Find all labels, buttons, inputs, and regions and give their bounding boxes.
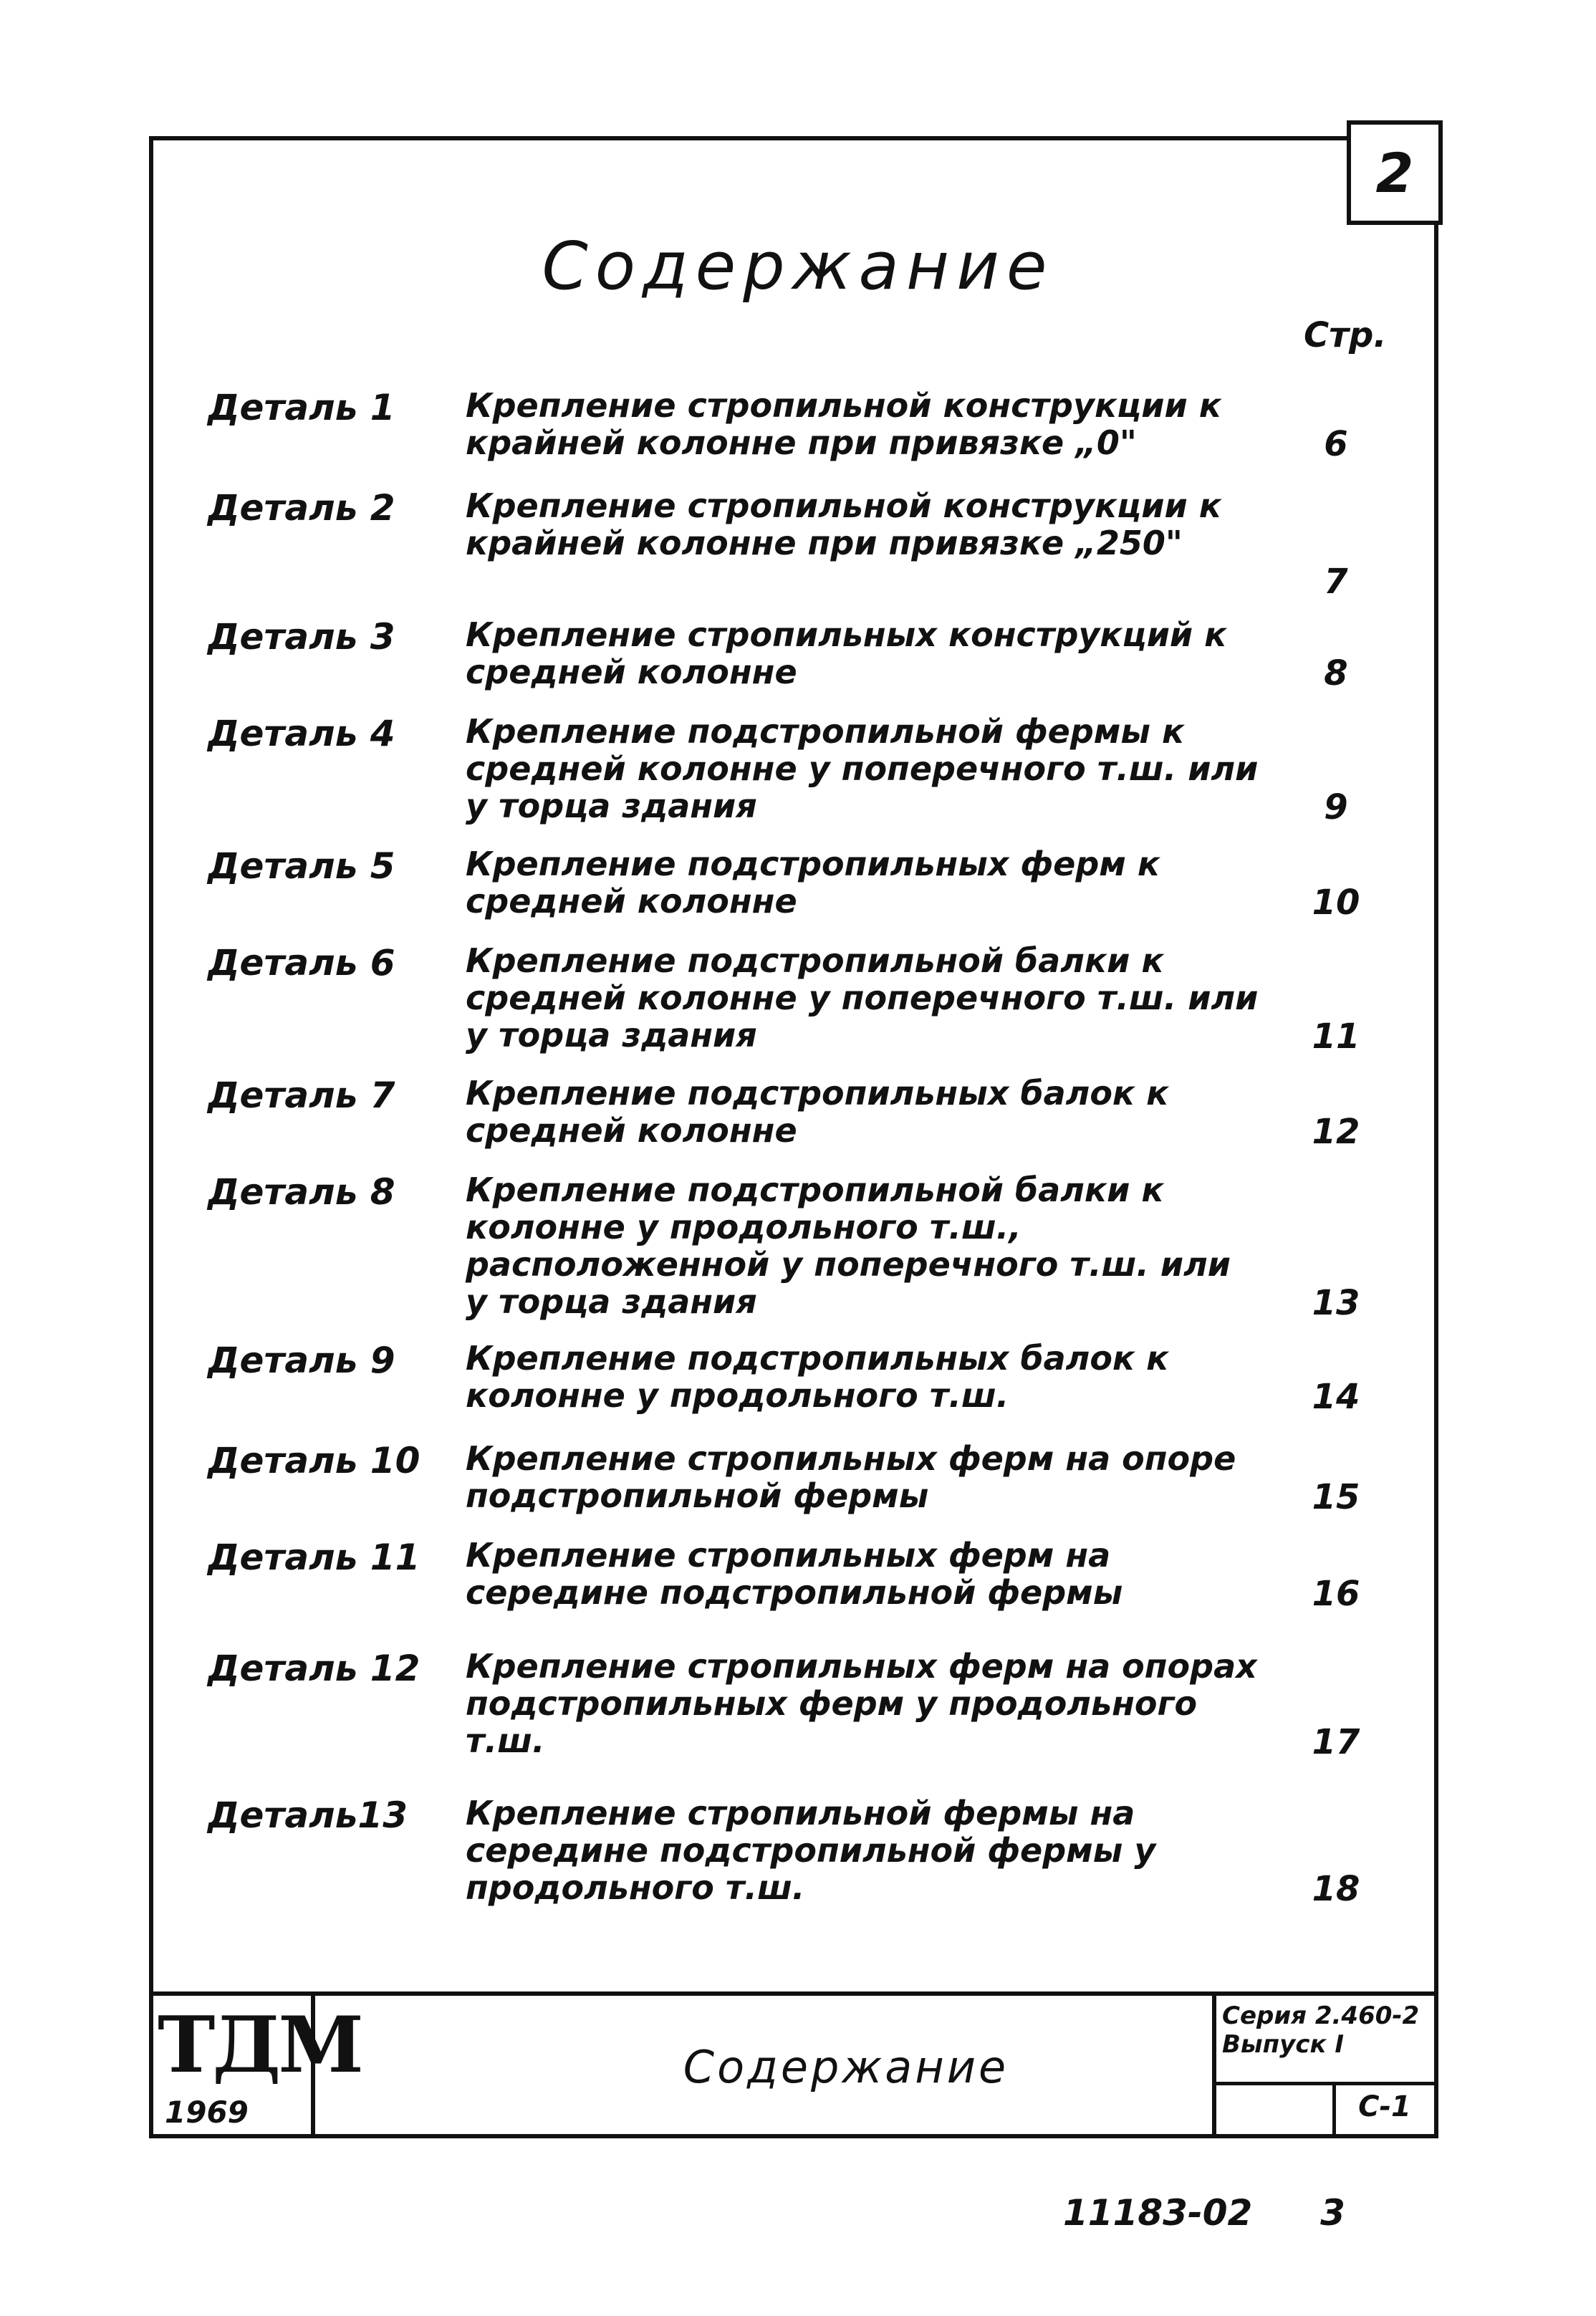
page-column-header: Стр. (1304, 315, 1387, 355)
detail-number: Деталь 11 (208, 1537, 420, 1578)
organization-logo: ТДМ (158, 2000, 361, 2090)
detail-description: Крепление подстропильных ферм к средней колонне (466, 845, 1160, 921)
detail-number: Деталь 1 (208, 387, 395, 428)
page-number: 11 (1312, 1017, 1360, 1057)
sheet-code: С-1 (1358, 2090, 1411, 2123)
detail-description: Крепление стропильных ферм на середине подстропильной фермы (466, 1536, 1123, 1612)
sheet-number: 2 (1347, 120, 1443, 225)
page-number: 8 (1324, 653, 1348, 693)
issue-number: Выпуск I (1222, 2030, 1345, 2059)
detail-description: Крепление подстропильной балки к колонне у продольного т.ш., расположенной у поперечного т.ш. или у торца здания (466, 1171, 1231, 1321)
page-number: 16 (1312, 1574, 1360, 1614)
page-number: 15 (1312, 1477, 1360, 1517)
detail-number: Деталь 9 (208, 1340, 395, 1381)
page-number: 14 (1312, 1377, 1360, 1417)
series-info (1222, 2002, 1419, 2059)
detail-description: Крепление стропильной фермы на середине подстропильной фермы у продольного т.ш. (466, 1794, 1156, 1907)
page-number: 18 (1312, 1869, 1360, 1909)
page-number: 6 (1324, 424, 1348, 464)
divider (1332, 2082, 1336, 2138)
footer (1063, 2192, 1345, 2234)
detail-number: Деталь 12 (208, 1648, 420, 1689)
year: 1969 (165, 2095, 249, 2130)
detail-description: Крепление стропильных ферм на опорах подстропильных ферм у продольного т.ш. (466, 1647, 1257, 1760)
page-number: 17 (1312, 1722, 1360, 1762)
page-number: 10 (1312, 883, 1360, 923)
page-title: Содержание (542, 228, 1054, 304)
divider (1216, 2082, 1434, 2085)
detail-description: Крепление подстропильной фермы к средней колонне у поперечного т.ш. или у торца здания (466, 712, 1259, 825)
detail-description: Крепление подстропильных балок к средней колонне (466, 1074, 1169, 1150)
detail-number: Деталь 6 (208, 942, 395, 984)
detail-description: Крепление стропильной конструкции к крайней колонне при привязке „250" (466, 486, 1221, 562)
series-block (1212, 1996, 1434, 2138)
page-number: 12 (1312, 1112, 1360, 1152)
footer-page-number: 3 (1320, 2192, 1345, 2234)
detail-number: Деталь 8 (208, 1171, 395, 1213)
title-block (149, 1991, 1438, 2138)
detail-number: Деталь13 (208, 1794, 408, 1836)
detail-number: Деталь 3 (208, 616, 395, 658)
organization-block (149, 1996, 361, 2138)
detail-description: Крепление стропильной конструкции к крайней колонне при привязке „0" (466, 386, 1221, 462)
detail-number: Деталь 2 (208, 487, 395, 529)
detail-number: Деталь 7 (208, 1075, 395, 1116)
document-number: 11183-02 (1063, 2192, 1253, 2234)
detail-description: Крепление стропильных ферм на опоре подстропильной фермы (466, 1439, 1236, 1515)
detail-description: Крепление подстропильной балки к средней колонне у поперечного т.ш. или у торца здания (466, 941, 1259, 1054)
page-number: 7 (1324, 562, 1348, 602)
page-number: 13 (1312, 1283, 1360, 1323)
detail-number: Деталь 5 (208, 845, 395, 887)
detail-description: Крепление подстропильных балок к колонне у продольного т.ш. (466, 1339, 1169, 1415)
detail-description: Крепление стропильных конструкций к средней колонне (466, 615, 1227, 691)
detail-number: Деталь 4 (208, 713, 395, 754)
detail-number: Деталь 10 (208, 1440, 420, 1481)
series-number: Серия 2.460-2 (1222, 2002, 1420, 2030)
page-number: 9 (1324, 787, 1348, 827)
title-block-name: Содержание (683, 2041, 1009, 2093)
